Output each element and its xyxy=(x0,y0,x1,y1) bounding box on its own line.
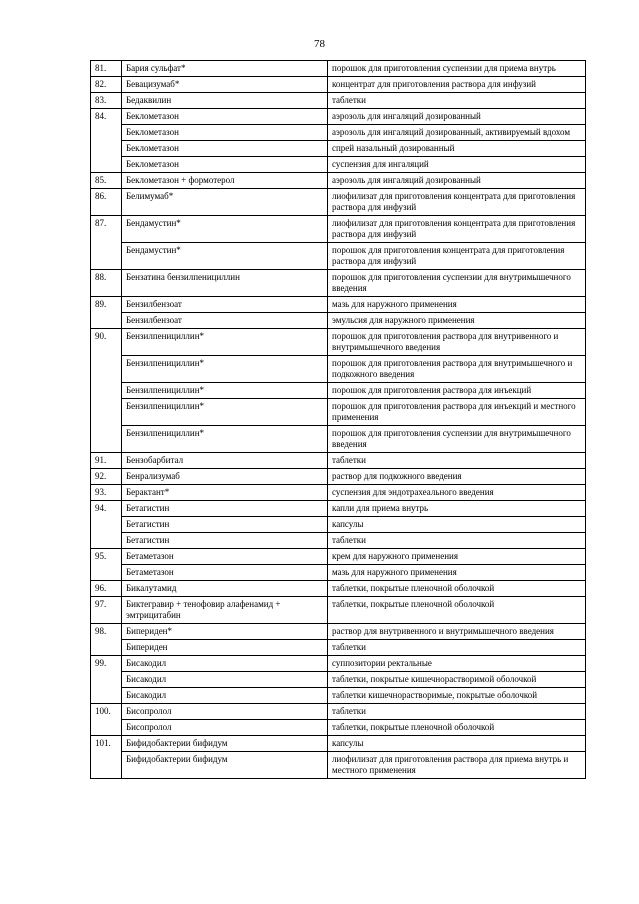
table-row xyxy=(91,93,586,109)
drug-name-cell: Бисакодил xyxy=(122,688,328,704)
dosage-form-cell: суспензия для эндотрахеального введения xyxy=(328,485,586,501)
dosage-form-cell: мазь для наружного применения xyxy=(328,565,586,581)
row-number-cell: 93. xyxy=(91,485,122,501)
table-row xyxy=(91,61,586,77)
drug-name-cell: Бария сульфат* xyxy=(122,61,328,77)
row-number-cell: 96. xyxy=(91,581,122,597)
dosage-form-cell: раствор для подкожного введения xyxy=(328,469,586,485)
dosage-form-cell: суппозитории ректальные xyxy=(328,656,586,672)
row-number-cell: 81. xyxy=(91,61,122,77)
table-row xyxy=(91,688,586,704)
table-row xyxy=(91,77,586,93)
row-number-cell: 101. xyxy=(91,736,122,779)
table-row xyxy=(91,313,586,329)
dosage-form-cell: лиофилизат для приготовления раствора для приема внутрь и местного применения xyxy=(328,752,586,779)
table-row xyxy=(91,752,586,779)
table-row xyxy=(91,356,586,383)
row-number-cell: 83. xyxy=(91,93,122,109)
dosage-form-cell: спрей назальный дозированный xyxy=(328,141,586,157)
dosage-form-cell: лиофилизат для приготовления концентрата для приготовления раствора для инфузий xyxy=(328,189,586,216)
table-row xyxy=(91,704,586,720)
row-number-cell: 88. xyxy=(91,270,122,297)
row-number-cell: 98. xyxy=(91,624,122,656)
table-row xyxy=(91,501,586,517)
table-row xyxy=(91,189,586,216)
drug-name-cell: Беклометазон + формотерол xyxy=(122,173,328,189)
dosage-form-cell: эмульсия для наружного применения xyxy=(328,313,586,329)
drug-name-cell: Бензилпенициллин* xyxy=(122,356,328,383)
row-number-cell: 94. xyxy=(91,501,122,549)
drug-name-cell: Бензилбензоат xyxy=(122,297,328,313)
table-row xyxy=(91,426,586,453)
table-row xyxy=(91,736,586,752)
drug-name-cell: Бетагистин xyxy=(122,517,328,533)
drug-name-cell: Беклометазон xyxy=(122,109,328,125)
drug-name-cell: Бетагистин xyxy=(122,501,328,517)
drug-table xyxy=(90,60,586,779)
dosage-form-cell: порошок для приготовления раствора для инъекций xyxy=(328,383,586,399)
table-row xyxy=(91,672,586,688)
dosage-form-cell: мазь для наружного применения xyxy=(328,297,586,313)
drug-name-cell: Бенрализумаб xyxy=(122,469,328,485)
row-number-cell: 99. xyxy=(91,656,122,704)
table-row xyxy=(91,141,586,157)
drug-name-cell: Бендамустин* xyxy=(122,243,328,270)
drug-name-cell: Бипериден xyxy=(122,640,328,656)
dosage-form-cell: таблетки xyxy=(328,533,586,549)
table-row xyxy=(91,173,586,189)
dosage-form-cell: раствор для внутривенного и внутримышечного введения xyxy=(328,624,586,640)
dosage-form-cell: таблетки xyxy=(328,93,586,109)
table-row xyxy=(91,399,586,426)
drug-name-cell: Бифидобактерии бифидум xyxy=(122,736,328,752)
page-number: 78 xyxy=(314,38,325,50)
dosage-form-cell: лиофилизат для приготовления концентрата для приготовления раствора для инфузий xyxy=(328,216,586,243)
dosage-form-cell: капли для приема внутрь xyxy=(328,501,586,517)
drug-name-cell: Бисакодил xyxy=(122,656,328,672)
drug-name-cell: Бикалутамид xyxy=(122,581,328,597)
drug-name-cell: Бензилпенициллин* xyxy=(122,383,328,399)
table-row xyxy=(91,383,586,399)
dosage-form-cell: концентрат для приготовления раствора для инфузий xyxy=(328,77,586,93)
row-number-cell: 90. xyxy=(91,329,122,453)
table-row xyxy=(91,329,586,356)
row-number-cell: 82. xyxy=(91,77,122,93)
dosage-form-cell: порошок для приготовления раствора для инъекций и местного применения xyxy=(328,399,586,426)
drug-name-cell: Берактант* xyxy=(122,485,328,501)
drug-name-cell: Бензатина бензилпенициллин xyxy=(122,270,328,297)
dosage-form-cell: таблетки xyxy=(328,704,586,720)
table-row xyxy=(91,565,586,581)
drug-name-cell: Бисопролол xyxy=(122,720,328,736)
table-row xyxy=(91,640,586,656)
dosage-form-cell: таблетки xyxy=(328,640,586,656)
dosage-form-cell: аэрозоль для ингаляций дозированный xyxy=(328,173,586,189)
drug-name-cell: Биктегравир + тенофовир алафенамид + эмтрицитабин xyxy=(122,597,328,624)
dosage-form-cell: порошок для приготовления суспензии для внутримышечного введения xyxy=(328,426,586,453)
row-number-cell: 84. xyxy=(91,109,122,173)
drug-name-cell: Беклометазон xyxy=(122,141,328,157)
drug-name-cell: Бетаметазон xyxy=(122,565,328,581)
dosage-form-cell: порошок для приготовления суспензии для внутримышечного введения xyxy=(328,270,586,297)
dosage-form-cell: порошок для приготовления раствора для внутримышечного и подкожного введения xyxy=(328,356,586,383)
drug-name-cell: Бевацизумаб* xyxy=(122,77,328,93)
dosage-form-cell: порошок для приготовления раствора для внутривенного и внутримышечного введения xyxy=(328,329,586,356)
drug-name-cell: Бензилбензоат xyxy=(122,313,328,329)
table-row xyxy=(91,549,586,565)
dosage-form-cell: суспензия для ингаляций xyxy=(328,157,586,173)
dosage-form-cell: таблетки, покрытые пленочной оболочкой xyxy=(328,581,586,597)
row-number-cell: 92. xyxy=(91,469,122,485)
dosage-form-cell: аэрозоль для ингаляций дозированный xyxy=(328,109,586,125)
row-number-cell: 100. xyxy=(91,704,122,736)
row-number-cell: 86. xyxy=(91,189,122,216)
drug-name-cell: Бензилпенициллин* xyxy=(122,329,328,356)
table-row xyxy=(91,517,586,533)
table-row xyxy=(91,597,586,624)
table-row xyxy=(91,720,586,736)
drug-name-cell: Беклометазон xyxy=(122,125,328,141)
drug-name-cell: Бензилпенициллин* xyxy=(122,426,328,453)
table-row xyxy=(91,109,586,125)
table-row xyxy=(91,270,586,297)
drug-name-cell: Бензилпенициллин* xyxy=(122,399,328,426)
table-row xyxy=(91,469,586,485)
table-row xyxy=(91,297,586,313)
table-row xyxy=(91,581,586,597)
dosage-form-cell: капсулы xyxy=(328,517,586,533)
dosage-form-cell: таблетки xyxy=(328,453,586,469)
table-row xyxy=(91,243,586,270)
drug-table-body xyxy=(91,61,586,779)
row-number-cell: 89. xyxy=(91,297,122,329)
dosage-form-cell: порошок для приготовления концентрата для приготовления раствора для инфузий xyxy=(328,243,586,270)
row-number-cell: 95. xyxy=(91,549,122,581)
dosage-form-cell: крем для наружного применения xyxy=(328,549,586,565)
drug-name-cell: Бипериден* xyxy=(122,624,328,640)
drug-name-cell: Бисопролол xyxy=(122,704,328,720)
drug-name-cell: Бедаквилин xyxy=(122,93,328,109)
table-row xyxy=(91,656,586,672)
row-number-cell: 85. xyxy=(91,173,122,189)
table-row xyxy=(91,533,586,549)
dosage-form-cell: порошок для приготовления суспензии для приема внутрь xyxy=(328,61,586,77)
dosage-form-cell: аэрозоль для ингаляций дозированный, активируемый вдохом xyxy=(328,125,586,141)
row-number-cell: 97. xyxy=(91,597,122,624)
table-row xyxy=(91,216,586,243)
dosage-form-cell: таблетки, покрытые пленочной оболочкой xyxy=(328,597,586,624)
row-number-cell: 87. xyxy=(91,216,122,270)
dosage-form-cell: таблетки, покрытые пленочной оболочкой xyxy=(328,720,586,736)
drug-name-cell: Бетагистин xyxy=(122,533,328,549)
dosage-form-cell: таблетки кишечнорастворимые, покрытые оболочкой xyxy=(328,688,586,704)
drug-name-cell: Бензобарбитал xyxy=(122,453,328,469)
drug-name-cell: Бендамустин* xyxy=(122,216,328,243)
dosage-form-cell: таблетки, покрытые кишечнорастворимой оболочкой xyxy=(328,672,586,688)
drug-name-cell: Бисакодил xyxy=(122,672,328,688)
table-row xyxy=(91,485,586,501)
row-number-cell: 91. xyxy=(91,453,122,469)
table-row xyxy=(91,453,586,469)
drug-name-cell: Бетаметазон xyxy=(122,549,328,565)
dosage-form-cell: капсулы xyxy=(328,736,586,752)
table-row xyxy=(91,157,586,173)
table-row xyxy=(91,624,586,640)
drug-name-cell: Бифидобактерии бифидум xyxy=(122,752,328,779)
table-row xyxy=(91,125,586,141)
drug-name-cell: Белимумаб* xyxy=(122,189,328,216)
drug-name-cell: Беклометазон xyxy=(122,157,328,173)
